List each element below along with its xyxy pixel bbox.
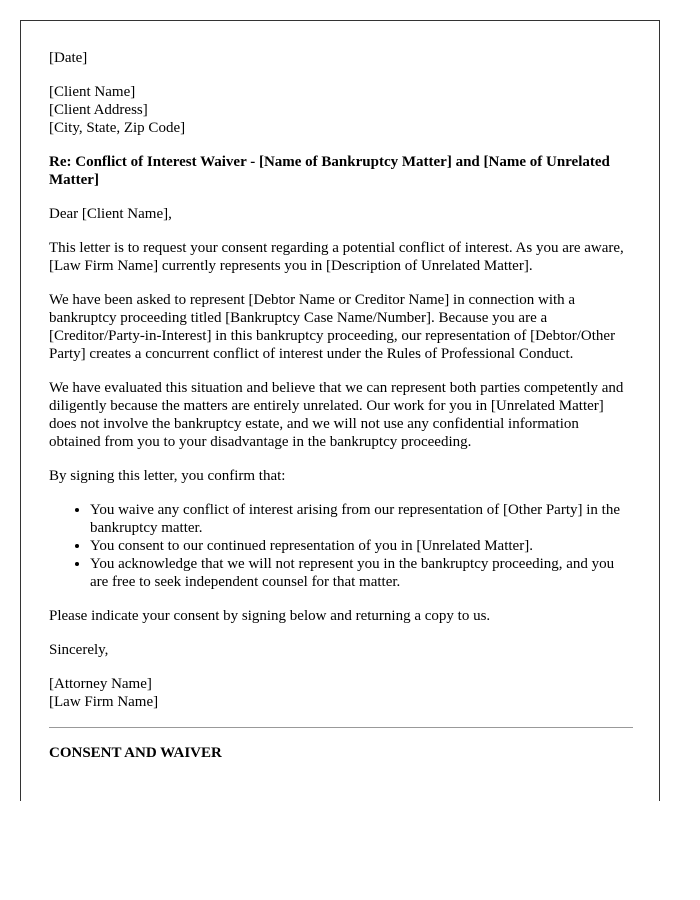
divider [49,727,633,728]
attorney-name: [Attorney Name] [49,676,152,692]
letter-date: [Date] [49,50,88,66]
paragraph-conflict: We have been asked to represent [Debtor Name or Creditor Name] in connection with a bankruptcy proceeding titled [Bankruptcy Case Name/Number]. Because you are a [Creditor/Party-in-Interest] in this bankruptcy proceeding, our representation of [Debtor/Other Party] creates a concurrent conflict of interest under the Rules of Professional Conduct. [49,292,616,362]
recipient-address [49,83,633,137]
confirmation-list [49,501,633,591]
list-item: • You acknowledge that we will not represent you in the bankruptcy proceeding, and you are free to seek independent counsel for that matter. [90,555,633,591]
closing: Sincerely, [49,642,109,658]
salutation: Dear [Client Name], [49,206,172,222]
list-item: • You consent to our continued representation of you in [Unrelated Matter]. [90,537,633,555]
letter-content [49,49,633,762]
consent-heading: CONSENT AND WAIVER [49,745,222,761]
paragraph-evaluation: We have evaluated this situation and believe that we can represent both parties competently and diligently because the matters are entirely unrelated. Our work for you in [Unrelated Matter] does not involve the bankruptcy estate, and we will not use any confidential information obtained from you to your disadvantage in the bankruptcy proceeding. [49,380,624,450]
paragraph-confirm: By signing this letter, you confirm that: [49,468,286,484]
client-address: [Client Address] [49,102,148,118]
paragraph-intro: This letter is to request your consent regarding a potential conflict of interest. As you are aware, [Law Firm Name] currently represents you in [Description of Unrelated Matter]. [49,240,624,274]
list-item: • You waive any conflict of interest arising from our representation of [Other Party] in the bankruptcy matter. [90,501,633,537]
letter-page [20,20,660,801]
client-city: [City, State, Zip Code] [49,120,186,136]
closing-request: Please indicate your consent by signing below and returning a copy to us. [49,608,491,624]
client-name: [Client Name] [49,84,136,100]
law-firm-name: [Law Firm Name] [49,694,159,710]
subject-line: Re: Conflict of Interest Waiver - [Name of Bankruptcy Matter] and [Name of Unrelated Matter] [49,154,610,188]
signature-block [49,675,633,711]
